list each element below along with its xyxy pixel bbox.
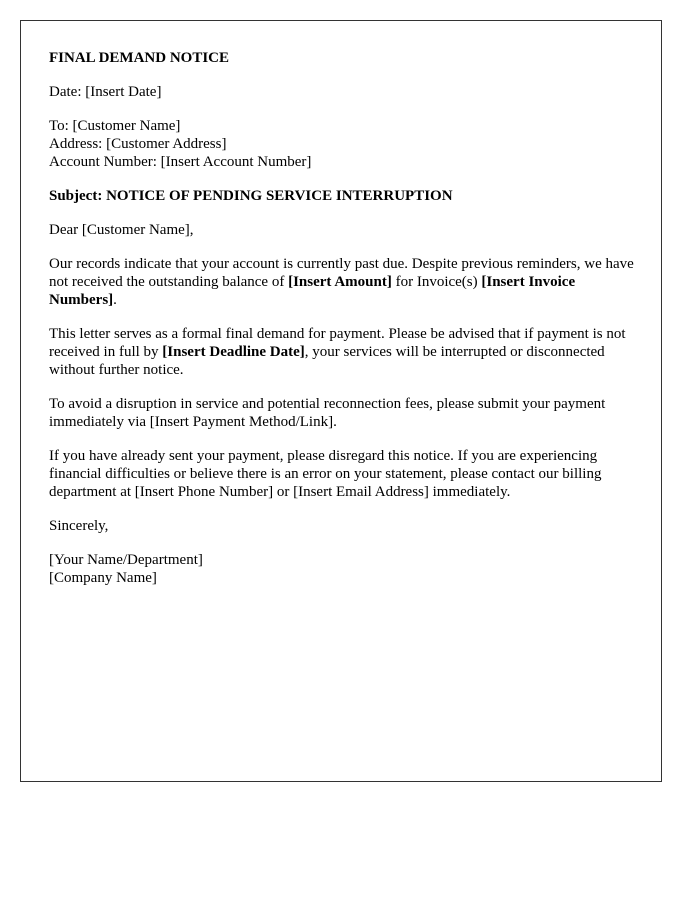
closing: Sincerely,: [49, 518, 109, 534]
invoice-placeholder: [Insert Invoice Numbers]: [49, 274, 576, 308]
recipient-block: [49, 117, 634, 171]
recipient-account: Account Number: [Insert Account Number]: [49, 154, 312, 170]
amount-placeholder: [Insert Amount]: [288, 274, 392, 290]
title-text: FINAL DEMAND NOTICE: [49, 50, 230, 66]
text: , your services will be interrupted or disconnected without further notice.: [49, 344, 605, 378]
text: .: [113, 292, 117, 308]
letter-title: [49, 49, 634, 67]
subject-text: NOTICE OF PENDING SERVICE INTERRUPTION: [106, 188, 453, 204]
letter: [20, 20, 662, 782]
paragraph-demand: [49, 325, 634, 379]
paragraph-contact: If you have already sent your payment, please disregard this notice. If you are experiencing financial difficulties or believe there is an error on your statement, please contact our billing department at [Insert Phone Number] or [Insert Email Address] immediately.: [49, 448, 602, 500]
text: Our records indicate that your account is currently past due. Despite previous reminders, we have not received the outstanding balance of: [49, 256, 634, 290]
signature-block: [49, 551, 634, 587]
deadline-placeholder: [Insert Deadline Date]: [162, 344, 305, 360]
recipient-address: Address: [Customer Address]: [49, 136, 227, 152]
signature-company: [Company Name]: [49, 570, 157, 586]
paragraph-payment: To avoid a disruption in service and potential reconnection fees, please submit your payment immediately via [Insert Payment Method/Link].: [49, 396, 606, 430]
salutation: Dear [Customer Name],: [49, 222, 194, 238]
paragraph-balance: [49, 255, 634, 309]
recipient-to: To: [Customer Name]: [49, 118, 181, 134]
subject-label: Subject:: [49, 188, 103, 204]
text: This letter serves as a formal final demand for payment. Please be advised that if payment is not received in full by: [49, 326, 626, 360]
signature-name: [Your Name/Department]: [49, 552, 203, 568]
date-line: Date: [Insert Date]: [49, 84, 162, 100]
text: for Invoice(s): [391, 274, 482, 290]
subject-line: [49, 187, 634, 205]
